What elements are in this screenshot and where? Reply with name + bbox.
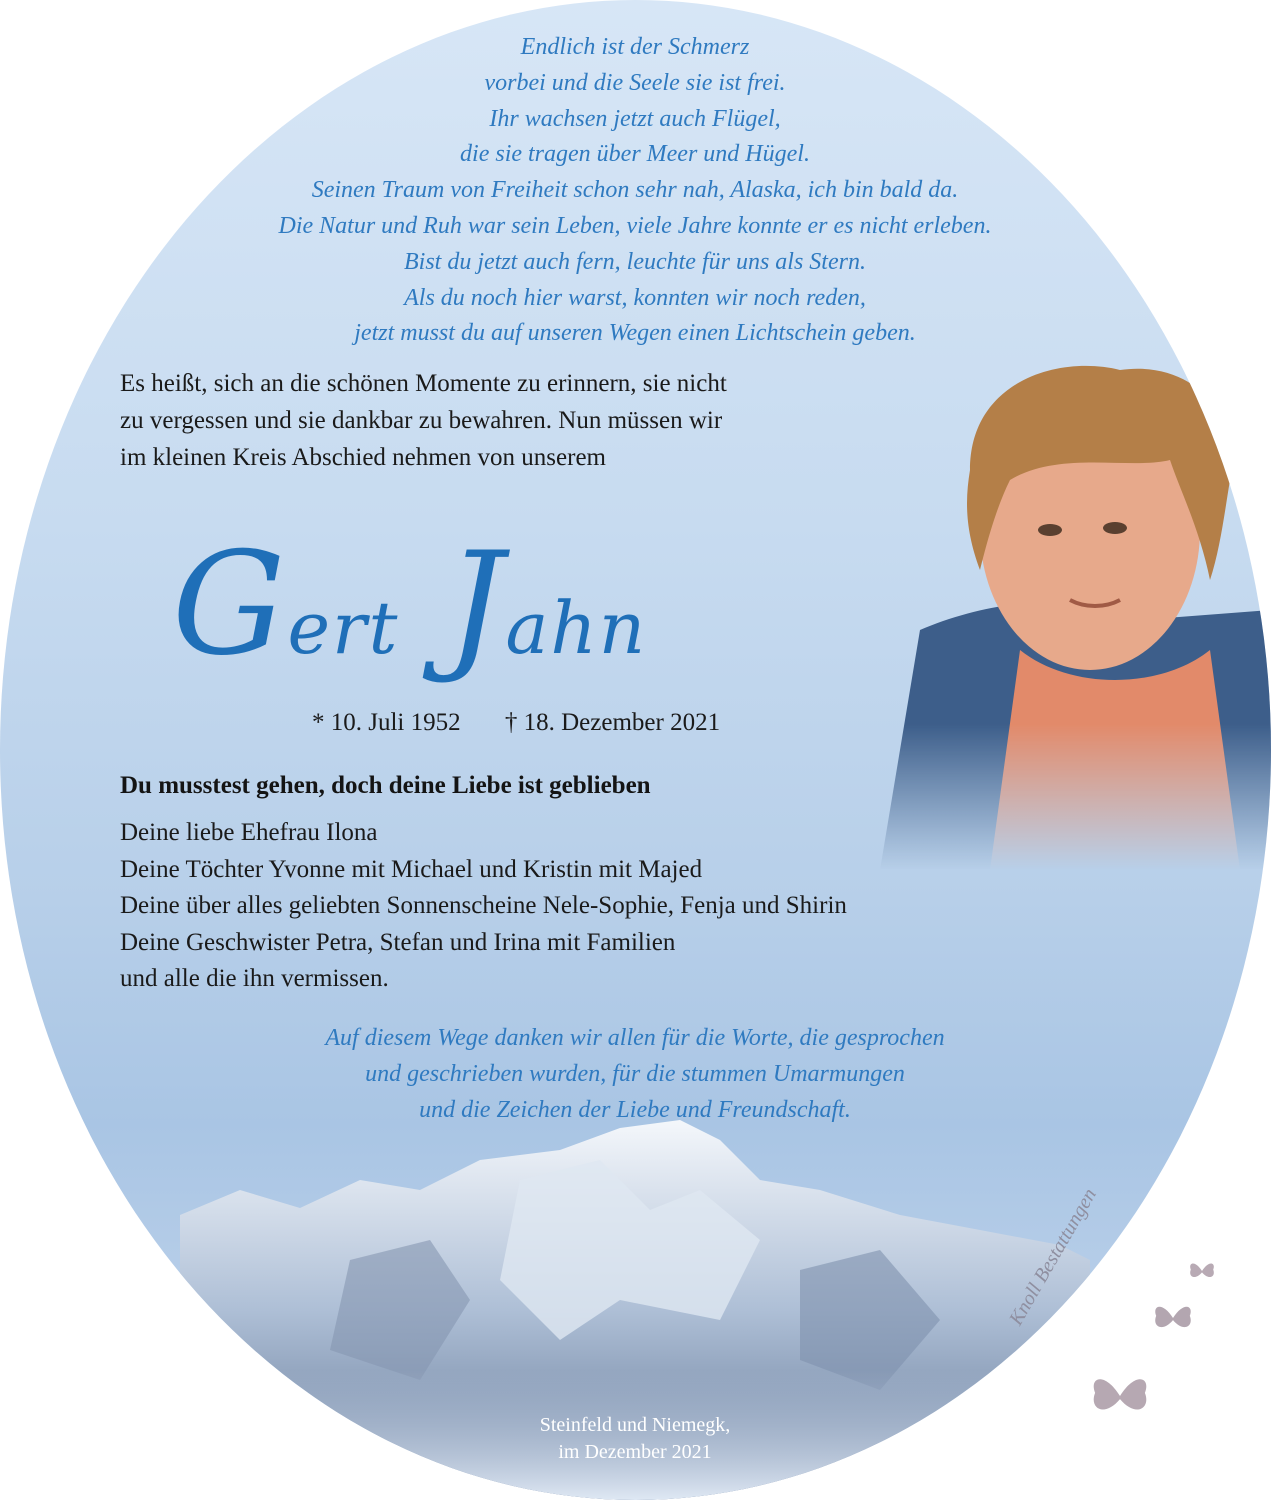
funeral-home-brand: Knoll Bestattungen: [1005, 1184, 1101, 1329]
family-line: und alle die ihn vermissen.: [120, 965, 389, 992]
family-heading: Du musstest gehen, doch deine Liebe ist geblieben: [120, 772, 651, 799]
family-line: Deine liebe Ehefrau Ilona: [120, 819, 378, 846]
place-and-date: [430, 1412, 840, 1466]
intro-line: Es heißt, sich an die schönen Momente zu erinnern, sie nicht: [120, 370, 727, 397]
poem-line: Die Natur und Ruh war sein Leben, viele Jahre konnte er es nicht erleben.: [278, 212, 992, 239]
butterfly-icon: [1085, 1368, 1155, 1424]
place-line: Steinfeld und Niemegk,: [539, 1414, 731, 1436]
place-line: im Dezember 2021: [558, 1441, 712, 1463]
poem-line: Bist du jetzt auch fern, leuchte für uns als Stern.: [404, 248, 866, 275]
thanks-line: Auf diesem Wege danken wir allen für die Worte, die gesprochen: [325, 1025, 945, 1051]
poem-line: Als du noch hier warst, konnten wir noch reden,: [404, 284, 866, 311]
death-date: † 18. Dezember 2021: [504, 709, 721, 736]
poem: [200, 30, 1070, 352]
family-line: Deine über alles geliebten Sonnenscheine Nele-Sophie, Fenja und Shirin: [120, 892, 847, 919]
poem-line: jetzt musst du auf unseren Wegen einen Lichtschein geben.: [354, 320, 916, 347]
thanks-line: und geschrieben wurden, für die stummen Umarmungen: [365, 1061, 905, 1087]
first-name-initial: G: [172, 522, 288, 687]
birth-date: * 10. Juli 1952: [312, 709, 461, 736]
thanks-line: und die Zeichen der Liebe und Freundschaft.: [419, 1097, 851, 1123]
butterfly-icon: [1188, 1258, 1216, 1284]
poem-line: Endlich ist der Schmerz: [520, 34, 750, 60]
intro-line: zu vergessen und sie dankbar zu bewahren. Nun müssen wir: [120, 407, 723, 434]
poem-line: vorbei und die Seele sie ist frei.: [484, 69, 786, 96]
family-line: Deine Töchter Yvonne mit Michael und Kristin mit Majed: [120, 855, 703, 883]
intro-text: [120, 365, 920, 476]
poem-line: Ihr wachsen jetzt auch Flügel,: [489, 105, 781, 132]
first-name-rest: ert: [287, 586, 400, 670]
last-name-rest: ahn: [505, 586, 648, 670]
intro-line: im kleinen Kreis Abschied nehmen von unserem: [120, 444, 606, 471]
family-line: Deine Geschwister Petra, Stefan und Irina mit Familien: [120, 928, 676, 956]
deceased-name: [172, 495, 892, 738]
life-dates: [312, 705, 832, 741]
last-name-initial: J: [446, 522, 506, 687]
poem-line: die sie tragen über Meer und Hügel.: [460, 141, 810, 168]
butterfly-icon: [1152, 1298, 1194, 1338]
portrait-photo: [880, 350, 1271, 870]
poem-line: Seinen Traum von Freiheit schon sehr nah, Alaska, ich bin bald da.: [311, 177, 959, 204]
thanks-text: [220, 1020, 1050, 1128]
